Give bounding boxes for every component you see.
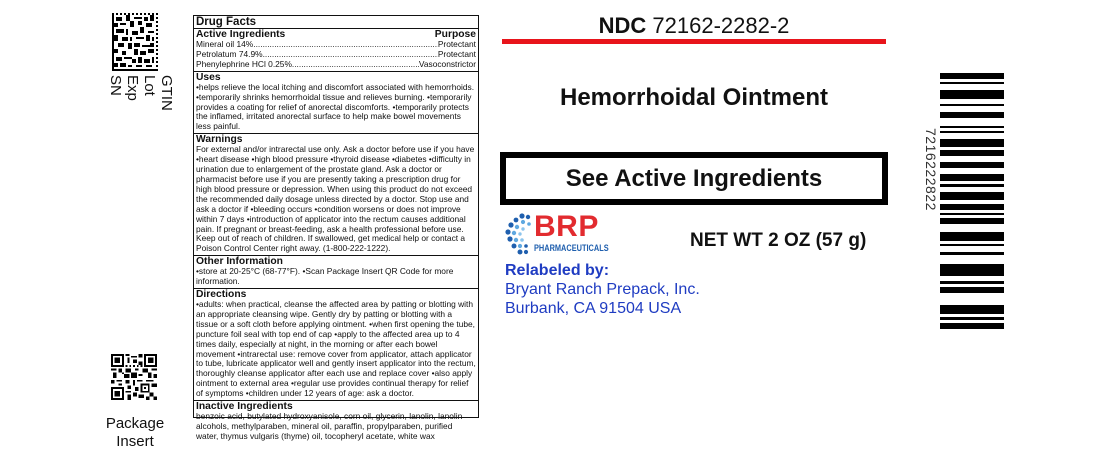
exp-label: Exp bbox=[124, 75, 141, 101]
brand-subtitle: PHARMACEUTICALS bbox=[534, 243, 609, 253]
purpose-heading: Purpose bbox=[434, 29, 476, 40]
brp-dots-logo-icon bbox=[505, 212, 533, 256]
ingredient-purpose: Vasoconstrictor bbox=[418, 59, 476, 69]
uses-section bbox=[194, 72, 478, 135]
ndc-label: NDC bbox=[598, 13, 647, 38]
other-information-heading: Other Information bbox=[196, 256, 283, 268]
warnings-section bbox=[194, 134, 478, 256]
ingredient-name: Mineral oil 14% bbox=[196, 40, 254, 49]
linear-barcode-icon bbox=[940, 73, 1004, 341]
datamatrix-labels bbox=[108, 75, 178, 125]
barcode-digits bbox=[923, 128, 1006, 211]
relabeled-by-label: Relabeled by: bbox=[505, 262, 610, 279]
red-divider bbox=[502, 39, 886, 44]
lot-label: Lot bbox=[141, 75, 158, 96]
brand-name: BRP bbox=[534, 210, 599, 243]
relabeler-address: Burbank, CA 91504 USA bbox=[505, 300, 682, 317]
inactive-ingredients-heading: Inactive Ingredients bbox=[196, 401, 293, 413]
ingredient-row bbox=[196, 60, 476, 70]
barcode-number: 7216222822 bbox=[923, 128, 939, 211]
ndc-code bbox=[502, 14, 886, 38]
gtin-label: GTIN bbox=[158, 75, 175, 111]
drug-facts-panel bbox=[193, 15, 479, 441]
other-information-text: •store at 20-25°C (68-77°F). •Scan Package Insert QR Code for more information. bbox=[196, 266, 454, 287]
uses-text: •helps relieve the local itching and discomfort associated with hemorrhoids. •temporarily shrinks hemorrhoidal tissue and relieves burning. •temporarily provides a coating for relief of anorectal discomforts. •temporarily protects the inflamed, irritated anorectal surface to help make bowel movements less painful. bbox=[196, 81, 475, 132]
other-information-section bbox=[194, 256, 478, 289]
inactive-ingredients-section bbox=[194, 401, 478, 443]
drug-facts-title: Drug Facts bbox=[194, 16, 478, 29]
product-name: Hemorrhoidal Ointment bbox=[559, 84, 829, 111]
leader-dots bbox=[292, 60, 419, 70]
sn-label: SN bbox=[107, 75, 124, 96]
ingredient-row bbox=[196, 40, 476, 50]
see-active-ingredients-box bbox=[500, 152, 888, 205]
ingredient-purpose: Protectant bbox=[437, 49, 476, 59]
datamatrix-barcode-icon bbox=[112, 13, 158, 71]
leader-dots bbox=[253, 40, 438, 50]
active-ingredients-heading: Active Ingredients bbox=[196, 29, 286, 40]
ingredient-name: Phenylephrine HCl 0.25% bbox=[196, 59, 292, 69]
relabeler-company: Bryant Ranch Prepack, Inc. bbox=[505, 281, 700, 298]
net-weight: NET WT 2 OZ (57 g) bbox=[690, 230, 867, 251]
ingredient-purpose: Protectant bbox=[437, 40, 476, 49]
ingredient-name: Petrolatum 74.9% bbox=[196, 49, 263, 59]
leader-dots bbox=[263, 50, 438, 60]
brp-logo bbox=[505, 212, 615, 256]
directions-section bbox=[194, 289, 478, 401]
warnings-text: For external and/or intrarectal use only. Ask a doctor before use if you have •heart disease •high blood pressure •thyroid disease •diabetes •difficulty in urination due to enlargement of the prostate gland. Ask a doctor or pharmacist before use if you are presently taking a prescription drug for high blood pressure or depression. When using this product do not exceed the recommended daily dosage unless directed by a doctor. Stop use and ask a doctor if •bleeding occurs •condition worsens or does not improve within 7 days •introduction of applicator into the rectum causes additional pain. If pregnant or breast-feeding, ask a health professional before use. Keep out of reach of children. If swallowed, get medical help or contact a Poison Control Center right away. (1-800-222-1222). bbox=[196, 144, 475, 254]
package-insert-label bbox=[96, 415, 174, 451]
active-ingredients-section bbox=[194, 29, 478, 72]
ingredient-row bbox=[196, 50, 476, 60]
see-active-ingredients-text: See Active Ingredients bbox=[565, 164, 823, 192]
warnings-heading: Warnings bbox=[196, 134, 243, 146]
directions-text: •adults: when practical, cleanse the affected area by patting or blotting with an appropriate cleansing wipe. Gently dry by patting or blotting with a tissue or a soft cloth before applying ointment. •when first opening the tube, puncture foil seal with top end of cap •apply to the affected area up to 4 times daily, especially at night, in the morning or after each bowel movement •intrarectal use: remove cover from applicator, attach applicator to tube, lubricate applicator well and gently insert applicator into the rectum, thoroughly cleanse applicator after each use and replace cover •also apply ointment to external area •regular use provides continual therapy for relief of symptoms •children under 12 years of age: ask a doctor. bbox=[196, 299, 476, 399]
relabeler-info bbox=[505, 261, 700, 318]
package-insert-line1: Package bbox=[105, 415, 165, 432]
directions-heading: Directions bbox=[196, 289, 247, 301]
inactive-ingredients-text: benzoic acid, butylated hydroxyanisole, corn oil, glycerin, lanolin, lanolin alcohols, methylparaben, mineral oil, paraffin, propylparaben, purified water, thymus vulgaris (thyme) oil, tocopheryl acetate, white wax bbox=[196, 411, 463, 441]
qr-code-icon bbox=[111, 354, 157, 400]
uses-heading: Uses bbox=[196, 71, 221, 83]
ndc-number: 72162-2282-2 bbox=[652, 13, 790, 38]
package-insert-line2: Insert bbox=[116, 433, 154, 450]
